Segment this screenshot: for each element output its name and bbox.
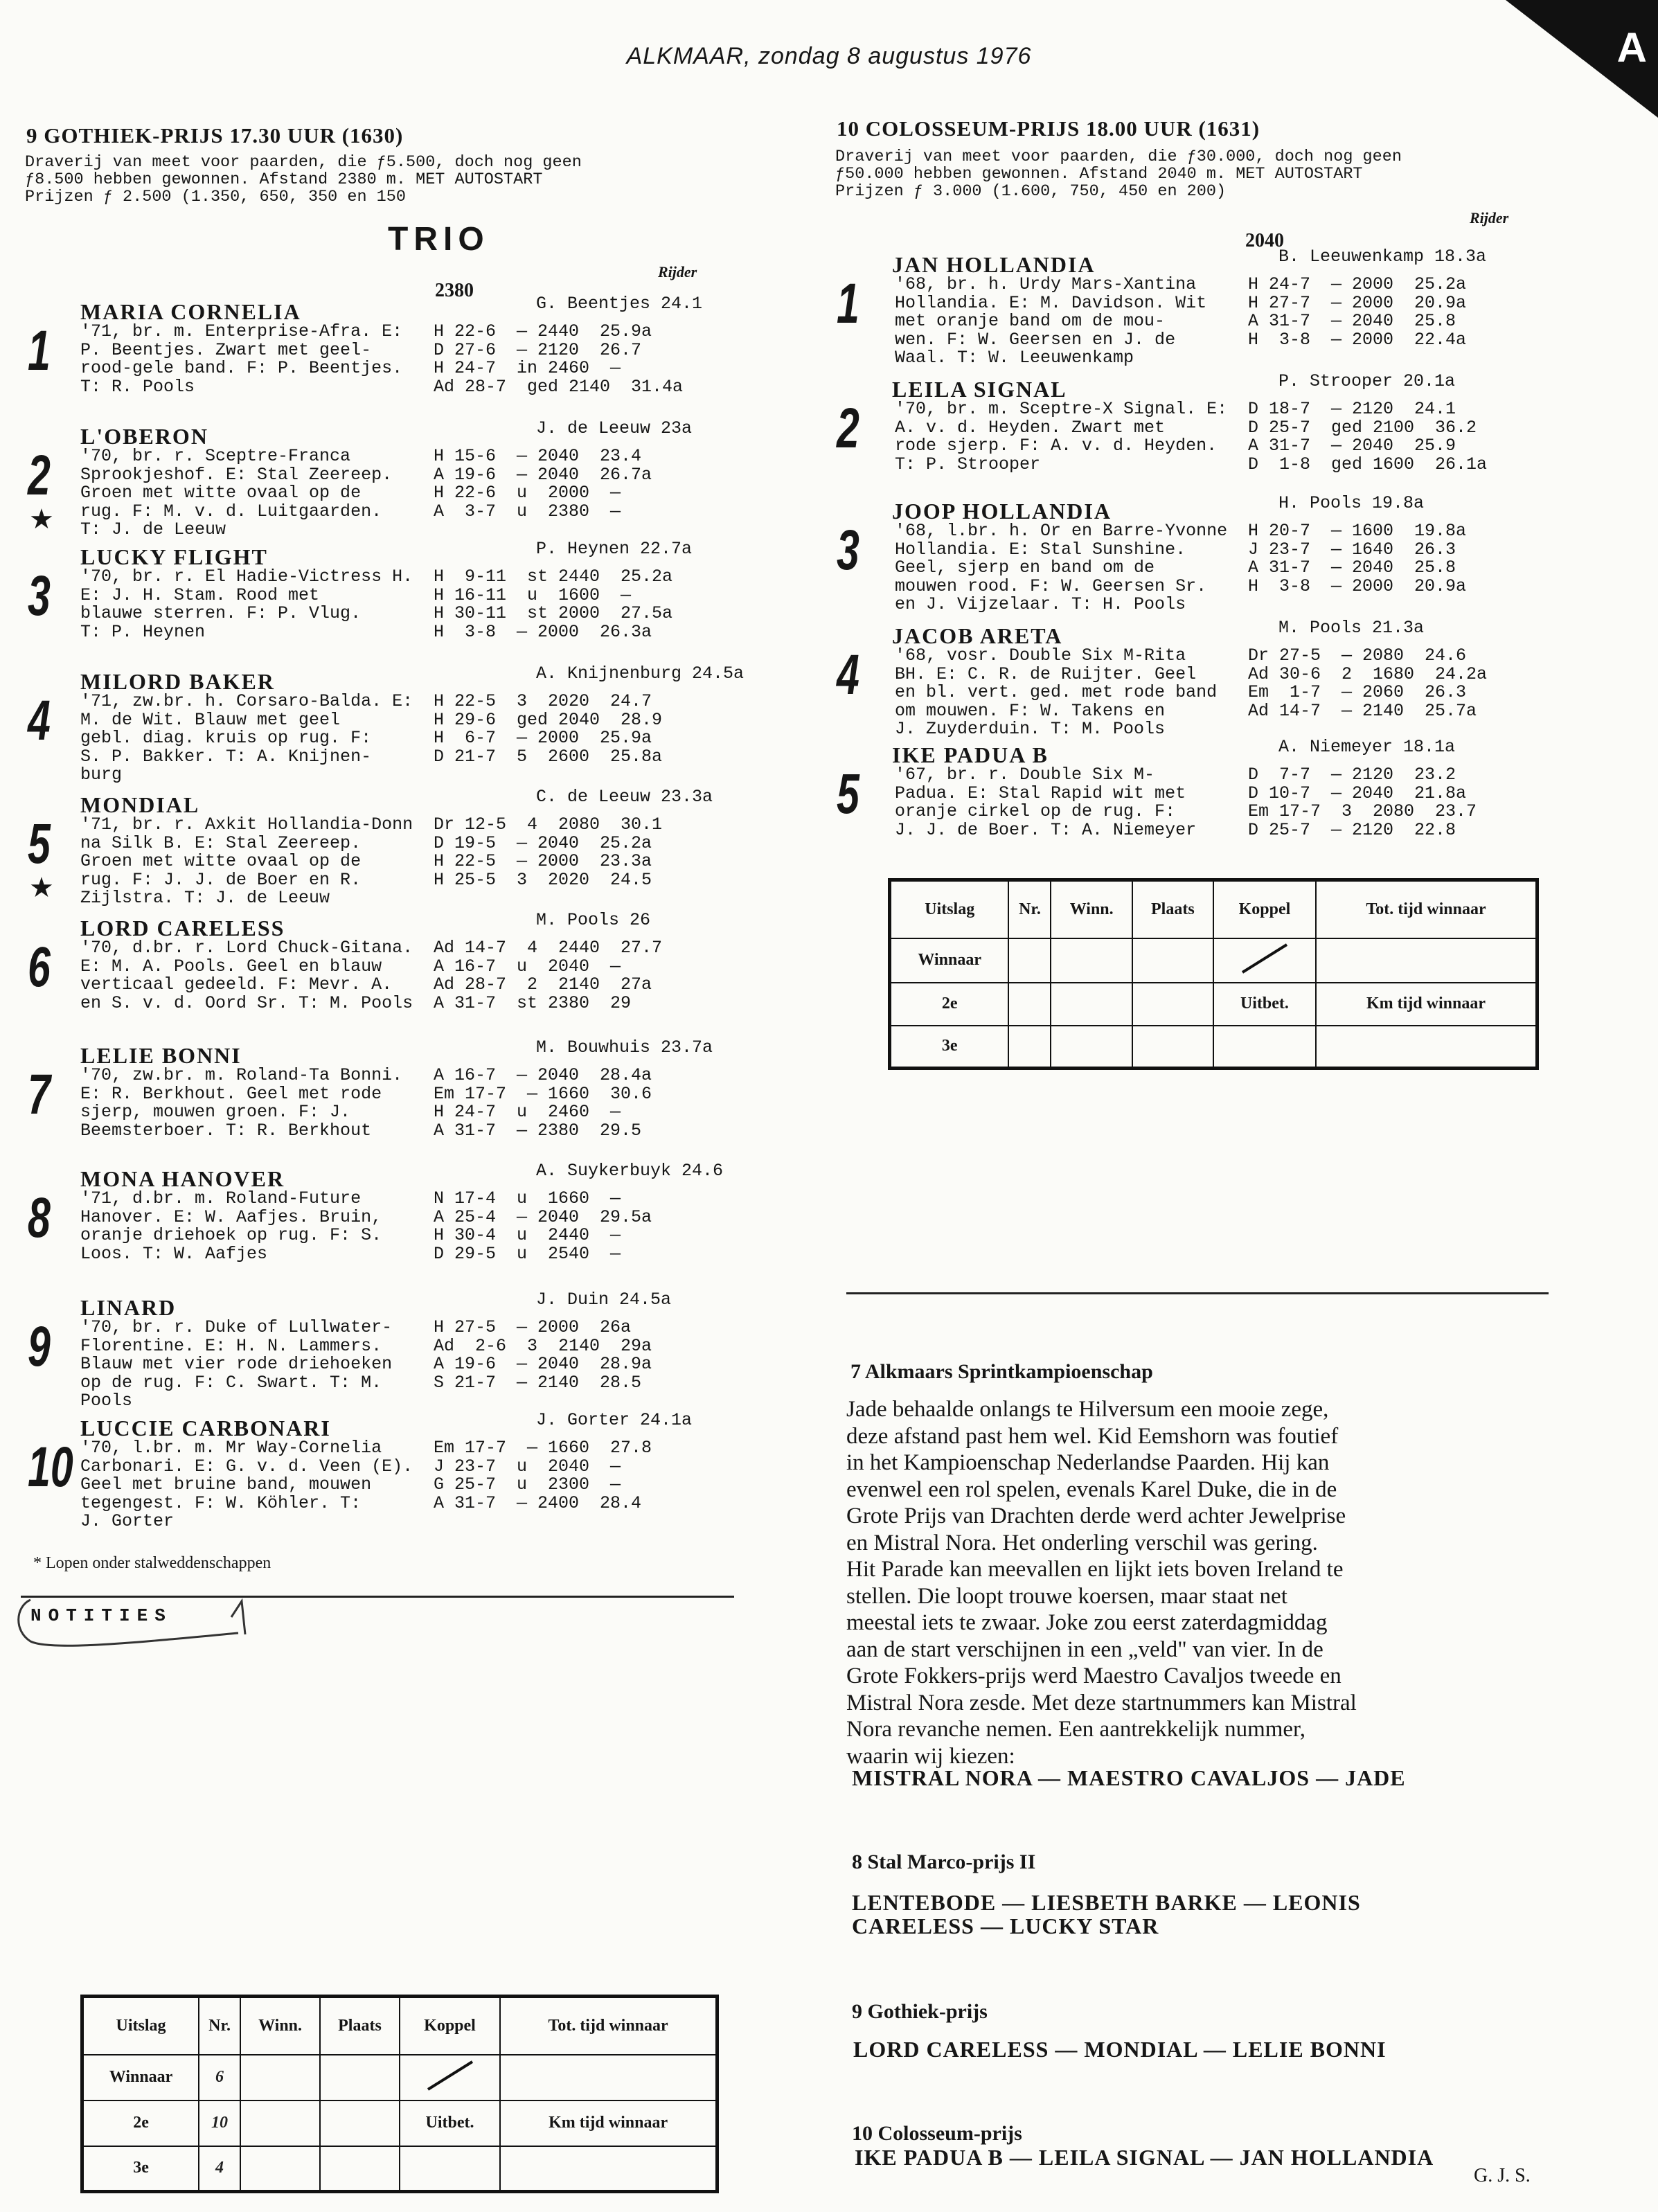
th-uitslag: Uitslag	[890, 880, 1009, 938]
driver-name: M. Pools 21.3a	[1278, 618, 1425, 638]
start-number: 4	[28, 689, 51, 752]
recent-results: H 22-5 3 2020 24.7 H 29-6 ged 2040 28.9 H 6-7 — 2000 25.9a D 21-7 5 2600 25.8a	[434, 691, 663, 767]
race9-rijder-label: Rijder	[658, 263, 697, 280]
start-number: 2	[837, 397, 859, 460]
horse-description: '71, d.br. m. Roland-Future Hanover. E: W. Aafjes. Bruin, oranje driehoek op rug. F: S. Loos. T: W. Aafjes	[80, 1188, 382, 1264]
th-plaats: Plaats	[1132, 880, 1213, 938]
horse-description: '70, br. r. Sceptre-Franca Sprookjeshof. E: Stal Zeereep. Groen met witte ovaal op de rug. F: M. v. d. Luitgaarden. T: J. de Leeuw	[80, 446, 393, 539]
horse-description: '70, br. r. El Hadie-Victress H. E: J. H. Stam. Rood met blauwe sterren. F: P. Vlug. T: P. Heynen	[80, 567, 413, 642]
row-2e: 2e	[890, 983, 1009, 1026]
horse-description: '68, br. h. Urdy Mars-Xantina Hollandia. E: M. Davidson. Wit met oranje band om de mou- wen. F: W. Geersen en J. de Waal. T: W. Leeuwenkamp	[895, 274, 1207, 368]
driver-name: J. Duin 24.5a	[536, 1290, 672, 1310]
result-table-top	[888, 878, 1539, 1070]
page-header: ALKMAAR, zondag 8 augustus 1976	[626, 43, 1032, 69]
cell-winnaar-plaats[interactable]	[320, 2055, 400, 2100]
start-number: 10	[28, 1436, 73, 1499]
horse-name: LEILA SIGNAL	[892, 377, 1067, 402]
driver-name: A. Niemeyer 18.1a	[1278, 737, 1456, 757]
star-icon: ★	[29, 872, 54, 903]
cell-2e-plaats[interactable]	[320, 2100, 400, 2146]
race9-distance: 2380	[435, 280, 474, 301]
cell-3e-km[interactable]	[500, 2146, 717, 2192]
trio-label: TRIO	[388, 221, 490, 258]
start-number: 1	[28, 319, 51, 382]
driver-name: A. Suykerbuyk 24.6	[536, 1161, 724, 1181]
recent-results: Dr 12-5 4 2080 30.1 D 19-5 — 2040 25.2a H 22-5 — 2000 23.3a H 25-5 3 2020 24.5	[434, 814, 663, 890]
corner-letter: A	[1616, 24, 1647, 71]
th-koppel: Koppel	[400, 1997, 500, 2055]
horse-name: JAN HOLLANDIA	[892, 252, 1096, 277]
start-number: 8	[28, 1186, 51, 1249]
recent-results: D 7-7 — 2120 23.2 D 10-7 — 2040 21.8a Em 17-7 3 2080 23.7 D 25-7 — 2120 22.8	[1248, 765, 1477, 840]
cell-2e-nr[interactable]	[1008, 983, 1051, 1026]
horse-name: MILORD BAKER	[80, 669, 275, 694]
horse-name: IKE PADUA B	[892, 742, 1049, 767]
recent-results: Dr 27-5 — 2080 24.6 Ad 30-6 2 1680 24.2a Em 1-7 — 2060 26.3 Ad 14-7 — 2140 25.7a	[1248, 645, 1488, 721]
horse-description: '68, vosr. Double Six M-Rita BH. E: C. R. de Ruijter. Geel en bl. vert. ged. met rode band om mouwen. F: W. Takens en J. Zuyderduin. T: M. Pools	[895, 645, 1218, 739]
cell-winnaar-plaats[interactable]	[1132, 938, 1213, 983]
horse-name: LELIE BONNI	[80, 1043, 242, 1068]
start-number: 4	[837, 643, 859, 706]
driver-name: G. Beentjes 24.1	[536, 294, 703, 314]
start-number: 1	[837, 272, 859, 335]
horse-name: JACOB ARETA	[892, 623, 1063, 648]
recent-results: H 20-7 — 1600 19.8a J 23-7 — 1640 26.3 A 31-7 — 2040 25.8 H 3-8 — 2000 20.9a	[1248, 521, 1467, 596]
notities-label: NOTITIES	[30, 1605, 172, 1626]
cell-3e-plaats[interactable]	[320, 2146, 400, 2192]
horse-description: '67, br. r. Double Six M- Padua. E: Stal Rapid wit met oranje cirkel op de rug. F: J. J. de Boer. T: A. Niemeyer	[895, 765, 1197, 840]
pred7-text: Jade behaalde onlangs te Hilversum een mooie zege, deze afstand past hem wel. Kid Eemshorn was foutief in het Kampioenschap Nederlandse Paarden. Hij kan evenwel een rol spelen, evenals Karel Duke, die in de Grote Prijs van Drachten derde werd achter Jewelprise en Mistral Nora. Het onderling verschil was gering. Hit Parade kan meevallen en lijkt iets boven Ireland te stellen. Die loopt trouwe koersen, maar staat net meestal iets te zwaar. Joke zou eerst zaterdagmiddag aan de start verschijnen in een „veld" van vier. In de Grote Fokkers-prijs werd Maestro Cavaljos tweede en Mistral Nora zesde. Met deze startnummers kan Mistral Nora revanche nemen. Een aantrekkelijk nummer, waarin wij kiezen:	[846, 1397, 1357, 1769]
driver-name: A. Knijnenburg 24.5a	[536, 663, 745, 684]
cell-2e-plaats[interactable]	[1132, 983, 1213, 1026]
pred9-title: 9 Gothiek-prijs	[852, 2000, 988, 2023]
pred10-pick: IKE PADUA B — LEILA SIGNAL — JAN HOLLANDIA	[855, 2145, 1434, 2170]
cell-km-tijd: Km tijd winnaar	[1316, 983, 1537, 1026]
start-number: 2	[28, 444, 51, 507]
result-table-bottom	[80, 1995, 719, 2193]
horse-description: '70, d.br. r. Lord Chuck-Gitana. E: M. A. Pools. Geel en blauw verticaal gedeeld. F: Mevr. A. en S. v. d. Oord Sr. T: M. Pools	[80, 938, 413, 1013]
cell-2e-winn[interactable]	[240, 2100, 320, 2146]
horse-name: L'OBERON	[80, 424, 208, 449]
star-icon: ★	[29, 503, 54, 535]
recent-results: H 27-5 — 2000 26a Ad 2-6 3 2140 29a A 19-6 — 2040 28.9a S 21-7 — 2140 28.5	[434, 1317, 652, 1393]
row-3e: 3e	[82, 2146, 199, 2192]
th-tot-tijd: Tot. tijd winnaar	[500, 1997, 717, 2055]
cell-winnaar-nr[interactable]: 6	[199, 2055, 240, 2100]
start-number: 3	[837, 519, 859, 582]
horse-description: '71, zw.br. h. Corsaro-Balda. E: M. de Wit. Blauw met geel gebl. diag. kruis op rug. F: S. P. Bakker. T: A. Knijnen- burg	[80, 691, 413, 785]
start-number: 5	[837, 762, 859, 826]
row-winnaar: Winnaar	[82, 2055, 199, 2100]
pred7-title: 7 Alkmaars Sprintkampioenschap	[850, 1360, 1153, 1383]
horse-name: JOOP HOLLANDIA	[892, 499, 1112, 524]
th-tot-tijd: Tot. tijd winnaar	[1316, 880, 1537, 938]
horse-name: MARIA CORNELIA	[80, 299, 301, 324]
driver-name: P. Heynen 22.7a	[536, 539, 693, 559]
horse-name: LORD CARELESS	[80, 916, 285, 940]
horse-description: '68, l.br. h. Or en Barre-Yvonne Hollandia. E: Stal Sunshine. Geel, sjerp en band om de mouwen rood. F: W. Geersen Sr. en J. Vijzelaar. T: H. Pools	[895, 521, 1228, 614]
horse-description: '70, zw.br. m. Roland-Ta Bonni. E: R. Berkhout. Geel met rode sjerp, mouwen groen. F: J. Beemsterboer. T: R. Berkhout	[80, 1065, 403, 1141]
pred8-title: 8 Stal Marco-prijs II	[852, 1850, 1036, 1873]
driver-name: M. Pools 26	[536, 910, 651, 930]
notities-scribble	[10, 1593, 259, 1655]
cell-3e-winn[interactable]	[1051, 1026, 1132, 1069]
cell-koppel-slash	[400, 2055, 500, 2100]
recent-results: Em 17-7 — 1660 27.8 J 23-7 u 2040 — G 25-7 u 2300 — A 31-7 — 2400 28.4	[434, 1438, 652, 1513]
horse-name: MONA HANOVER	[80, 1166, 285, 1191]
pred10-title: 10 Colosseum-prijs	[852, 2122, 1022, 2145]
cell-3e-plaats[interactable]	[1132, 1026, 1213, 1069]
recent-results: H 22-6 — 2440 25.9a D 27-6 — 2120 26.7 H 24-7 in 2460 — Ad 28-7 ged 2140 31.4a	[434, 321, 684, 397]
signature: G. J. S.	[1474, 2165, 1531, 2186]
race9-description: Draverij van meet voor paarden, die ƒ5.500, doch nog geen ƒ8.500 hebben gewonnen. Afstand 2380 m. MET AUTOSTART Prijzen ƒ 2.500 (1.350, 650, 350 en 150	[25, 153, 582, 206]
recent-results: A 16-7 — 2040 28.4a Em 17-7 — 1660 30.6 H 24-7 u 2460 — A 31-7 — 2380 29.5	[434, 1065, 652, 1141]
recent-results: Ad 14-7 4 2440 27.7 A 16-7 u 2040 — Ad 28-7 2 2140 27a A 31-7 st 2380 29	[434, 938, 663, 1013]
row-winnaar: Winnaar	[890, 938, 1009, 983]
horse-description: '71, br. r. Axkit Hollandia-Donn na Silk B. E: Stal Zeereep. Groen met witte ovaal op de rug. F: J. J. de Boer en R. Zijlstra. T: J. de Leeuw	[80, 814, 413, 908]
horse-name: MONDIAL	[80, 792, 200, 817]
th-nr: Nr.	[1008, 880, 1051, 938]
cell-km-tijd: Km tijd winnaar	[500, 2100, 717, 2146]
start-number: 5	[28, 812, 51, 875]
horse-description: '70, br. m. Sceptre-X Signal. E: A. v. d. Heyden. Zwart met rode sjerp. F: A. v. d. Heyden. T: P. Strooper	[895, 399, 1228, 474]
th-nr: Nr.	[199, 1997, 240, 2055]
cell-3e-nr[interactable]	[1008, 1026, 1051, 1069]
driver-name: H. Pools 19.8a	[1278, 493, 1425, 513]
race9-footnote: * Lopen onder stalweddenschappen	[33, 1554, 271, 1572]
race10-title: 10 COLOSSEUM-PRIJS 18.00 UUR (1631)	[837, 116, 1260, 141]
cell-koppel-slash	[1213, 938, 1316, 983]
driver-name: J. de Leeuw 23a	[536, 418, 693, 438]
driver-name: B. Leeuwenkamp 18.3a	[1278, 247, 1487, 267]
th-winn: Winn.	[240, 1997, 320, 2055]
start-number: 6	[28, 936, 51, 999]
race10-description: Draverij van meet voor paarden, die ƒ30.000, doch nog geen ƒ50.000 hebben gewonnen. Afstand 2040 m. MET AUTOSTART Prijzen ƒ 3.000 (1.600, 750, 450 en 200)	[835, 148, 1402, 201]
th-koppel: Koppel	[1213, 880, 1316, 938]
cell-uitbet: Uitbet.	[1213, 983, 1316, 1026]
race10-distance: 2040	[1245, 230, 1284, 251]
driver-name: P. Strooper 20.1a	[1278, 371, 1456, 391]
driver-name: C. de Leeuw 23.3a	[536, 787, 713, 807]
cell-winnaar-tijd[interactable]	[1316, 938, 1537, 983]
cell-3e-km[interactable]	[1316, 1026, 1537, 1069]
cell-winnaar-nr[interactable]	[1008, 938, 1051, 983]
cell-2e-nr[interactable]: 10	[199, 2100, 240, 2146]
horse-name: LUCKY FLIGHT	[80, 544, 268, 569]
recent-results: N 17-4 u 1660 — A 25-4 — 2040 29.5a H 30-4 u 2440 — D 29-5 u 2540 —	[434, 1188, 652, 1264]
cell-3e-uitbet[interactable]	[1213, 1026, 1316, 1069]
horse-name: LUCCIE CARBONARI	[80, 1416, 331, 1441]
cell-3e-uitbet[interactable]	[400, 2146, 500, 2192]
horse-description: '71, br. m. Enterprise-Afra. E: P. Beentjes. Zwart met geel- rood-gele band. F: P. Beentjes. T: R. Pools	[80, 321, 403, 397]
race10-rijder-label: Rijder	[1470, 209, 1509, 226]
row-2e: 2e	[82, 2100, 199, 2146]
cell-3e-winn[interactable]	[240, 2146, 320, 2192]
start-number: 7	[28, 1063, 51, 1126]
th-winn: Winn.	[1051, 880, 1132, 938]
driver-name: J. Gorter 24.1a	[536, 1410, 693, 1430]
cell-winnaar-winn[interactable]	[1051, 938, 1132, 983]
pred8-pick: LENTEBODE — LIESBETH BARKE — LEONIS CARELESS — LUCKY STAR	[852, 1890, 1361, 1938]
driver-name: M. Bouwhuis 23.7a	[536, 1037, 713, 1058]
pred9-pick: LORD CARELESS — MONDIAL — LELIE BONNI	[853, 2037, 1387, 2062]
cell-winnaar-winn[interactable]	[240, 2055, 320, 2100]
start-number: 3	[28, 564, 51, 627]
predictions-rule	[846, 1292, 1549, 1294]
cell-3e-nr[interactable]: 4	[199, 2146, 240, 2192]
th-plaats: Plaats	[320, 1997, 400, 2055]
recent-results: H 24-7 — 2000 25.2a H 27-7 — 2000 20.9a A 31-7 — 2040 25.8 H 3-8 — 2000 22.4a	[1248, 274, 1467, 350]
row-3e: 3e	[890, 1026, 1009, 1069]
cell-uitbet: Uitbet.	[400, 2100, 500, 2146]
recent-results: H 9-11 st 2440 25.2a H 16-11 u 1600 — H 30-11 st 2000 27.5a H 3-8 — 2000 26.3a	[434, 567, 673, 642]
recent-results: D 18-7 — 2120 24.1 D 25-7 ged 2100 36.2 A 31-7 — 2040 25.9 D 1-8 ged 1600 26.1a	[1248, 399, 1488, 474]
race9-title: 9 GOTHIEK-PRIJS 17.30 UUR (1630)	[26, 123, 404, 148]
recent-results: H 15-6 — 2040 23.4 A 19-6 — 2040 26.7a H 22-6 u 2000 — A 3-7 u 2380 —	[434, 446, 652, 521]
horse-name: LINARD	[80, 1295, 177, 1320]
pred7-pick: MISTRAL NORA — MAESTRO CAVALJOS — JADE	[852, 1765, 1406, 1790]
horse-description: '70, br. r. Duke of Lullwater- Florentine. E: H. N. Lammers. Blauw met vier rode driehoeken op de rug. F: C. Swart. T: M. Pools	[80, 1317, 393, 1411]
horse-description: '70, l.br. m. Mr Way-Cornelia Carbonari. E: G. v. d. Veen (E). Geel met bruine band, mouwen tegengest. F: W. Köhler. T: J. Gorter	[80, 1438, 413, 1531]
cell-2e-winn[interactable]	[1051, 983, 1132, 1026]
th-uitslag: Uitslag	[82, 1997, 199, 2055]
cell-winnaar-tijd[interactable]	[500, 2055, 717, 2100]
start-number: 9	[28, 1315, 51, 1378]
